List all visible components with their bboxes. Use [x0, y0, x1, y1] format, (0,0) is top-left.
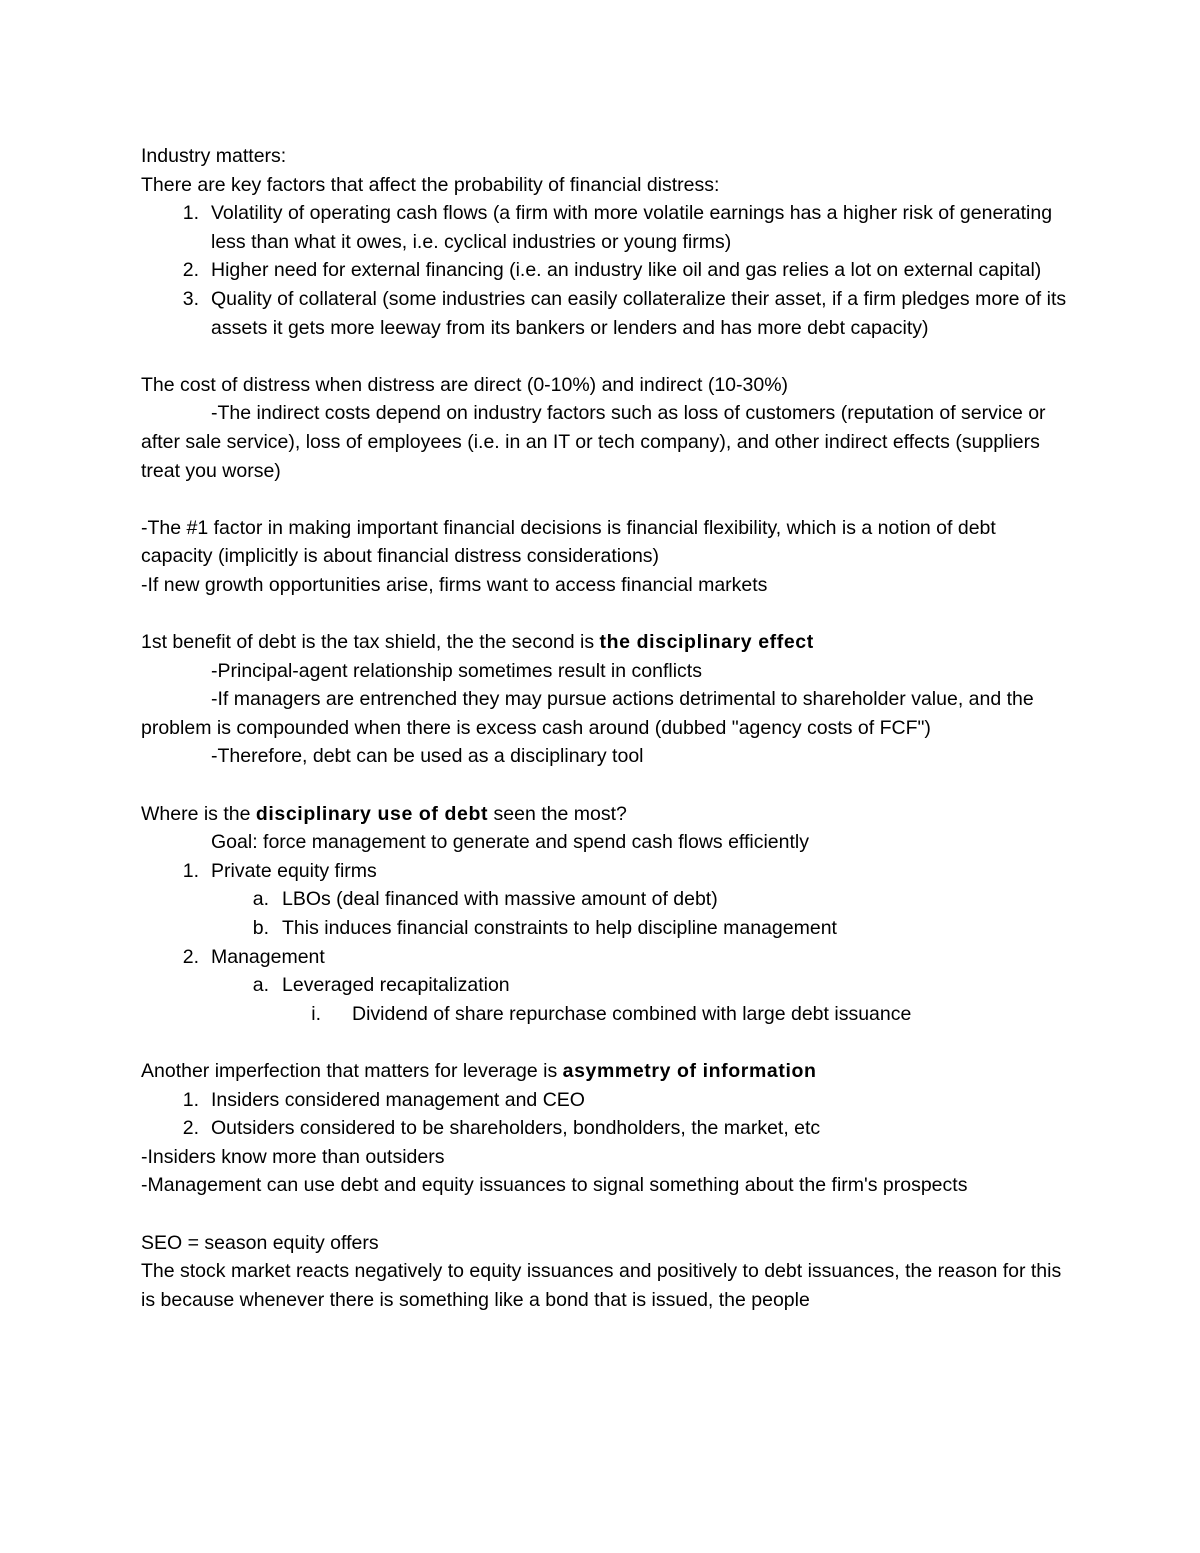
list-item	[141, 857, 1071, 886]
spacer	[141, 600, 1071, 629]
list-marker: 1.	[182, 859, 199, 882]
list-item-text: Insiders considered management and CEO	[211, 1088, 585, 1111]
disciplinary-tool-line: -Therefore, debt can be used as a disciplinary tool	[211, 745, 644, 768]
principal-agent-line: -Principal-agent relationship sometimes result in conflicts	[211, 659, 702, 682]
list-marker: i.	[311, 1002, 321, 1025]
question-suffix: seen the most?	[488, 802, 627, 825]
financial-flexibility-paragraph: -The #1 factor in making important financial decisions is financial flexibility, which is a notion of debt capacity (implicitly is about financial distress considerations)	[141, 516, 996, 568]
asymmetry-bold: asymmetry of information	[562, 1060, 817, 1082]
list-marker: 2.	[182, 259, 199, 282]
list-item	[141, 285, 1071, 342]
insiders-line: -Insiders know more than outsiders	[141, 1145, 445, 1168]
list-item-text: LBOs (deal financed with massive amount of debt)	[282, 888, 718, 911]
list-item-text: Leveraged recapitalization	[282, 974, 510, 997]
list-item-text: Private equity firms	[211, 859, 377, 882]
list-item	[141, 1114, 1071, 1143]
list-item-text: Volatility of operating cash flows (a firm with more volatile earnings has a higher risk of generating less than what it owes, i.e. cyclical industries or young firms)	[211, 202, 1053, 253]
list-item-text: This induces financial constraints to help discipline management	[282, 917, 837, 940]
list-item	[141, 885, 1071, 914]
signaling-line: -Management can use debt and equity issuances to signal something about the firm's prospects	[141, 1174, 968, 1197]
spacer	[141, 1200, 1071, 1229]
spacer	[141, 771, 1071, 800]
entrenched-managers-paragraph: -If managers are entrenched they may pursue actions detrimental to shareholder value, and the problem is compounded when there is excess cash around (dubbed "agency costs of FCF")	[141, 688, 1034, 739]
question-prefix: Where is the	[141, 802, 256, 825]
list-item	[141, 256, 1071, 285]
list-marker: 1.	[182, 1088, 199, 1111]
list-item	[141, 1086, 1071, 1115]
list-marker: 2.	[182, 1117, 199, 1140]
list-marker: 1.	[182, 202, 199, 225]
section-heading-industry: Industry matters:	[141, 145, 287, 167]
spacer	[141, 1028, 1071, 1057]
list-item	[141, 971, 1071, 1000]
list-item-text: Management	[211, 945, 325, 968]
spacer	[141, 485, 1071, 514]
list-item	[141, 914, 1071, 943]
seo-definition: SEO = season equity offers	[141, 1231, 379, 1254]
disciplinary-use-bold: disciplinary use of debt	[255, 802, 489, 825]
market-reaction-paragraph: The stock market reacts negatively to equity issuances and positively to debt issuances, the reason for this is because whenever there is something like a bond that is issued, the people	[141, 1260, 1062, 1311]
disciplinary-effect-bold: the disciplinary effect	[599, 631, 814, 654]
document-page	[141, 142, 1071, 1314]
list-marker: a.	[252, 888, 269, 911]
goal-line: Goal: force management to generate and spend cash flows efficiently	[211, 831, 809, 854]
asymmetry-line	[141, 1057, 1071, 1086]
list-item	[141, 199, 1071, 256]
debt-benefit-text: 1st benefit of debt is the tax shield, the the second is	[141, 631, 600, 654]
growth-opportunities-line: -If new growth opportunities arise, firms want to access financial markets	[141, 573, 768, 596]
debt-benefit-line	[141, 628, 1071, 657]
list-item-text: Outsiders considered to be shareholders, bondholders, the market, etc	[211, 1117, 821, 1140]
list-item	[141, 943, 1071, 972]
list-item-text: Dividend of share repurchase combined with large debt issuance	[352, 1002, 912, 1025]
list-marker: b.	[252, 917, 269, 940]
list-item	[141, 1000, 1071, 1029]
list-marker: a.	[252, 974, 269, 997]
indirect-costs-paragraph: -The indirect costs depend on industry factors such as loss of customers (reputation of service or after sale service), loss of employees (i.e. in an IT or tech company), and other indirect effects (suppliers treat you worse)	[141, 402, 1046, 482]
list-item-text: Higher need for external financing (i.e. an industry like oil and gas relies a lot on external capital)	[211, 259, 1042, 282]
asymmetry-prefix: Another imperfection that matters for leverage is	[141, 1060, 563, 1082]
list-marker: 2.	[182, 945, 199, 968]
spacer	[141, 342, 1071, 371]
list-item-text: Quality of collateral (some industries can easily collateralize their asset, if a firm pledges more of its assets it gets more leeway from its bankers or lenders and has more debt capacity)	[211, 287, 1067, 339]
distress-cost-line: The cost of distress when distress are direct (0-10%) and indirect (10-30%)	[141, 373, 789, 396]
list-marker: 3.	[182, 287, 199, 310]
disciplinary-use-question	[141, 800, 1071, 829]
distress-factors-intro: There are key factors that affect the probability of financial distress:	[141, 173, 720, 196]
